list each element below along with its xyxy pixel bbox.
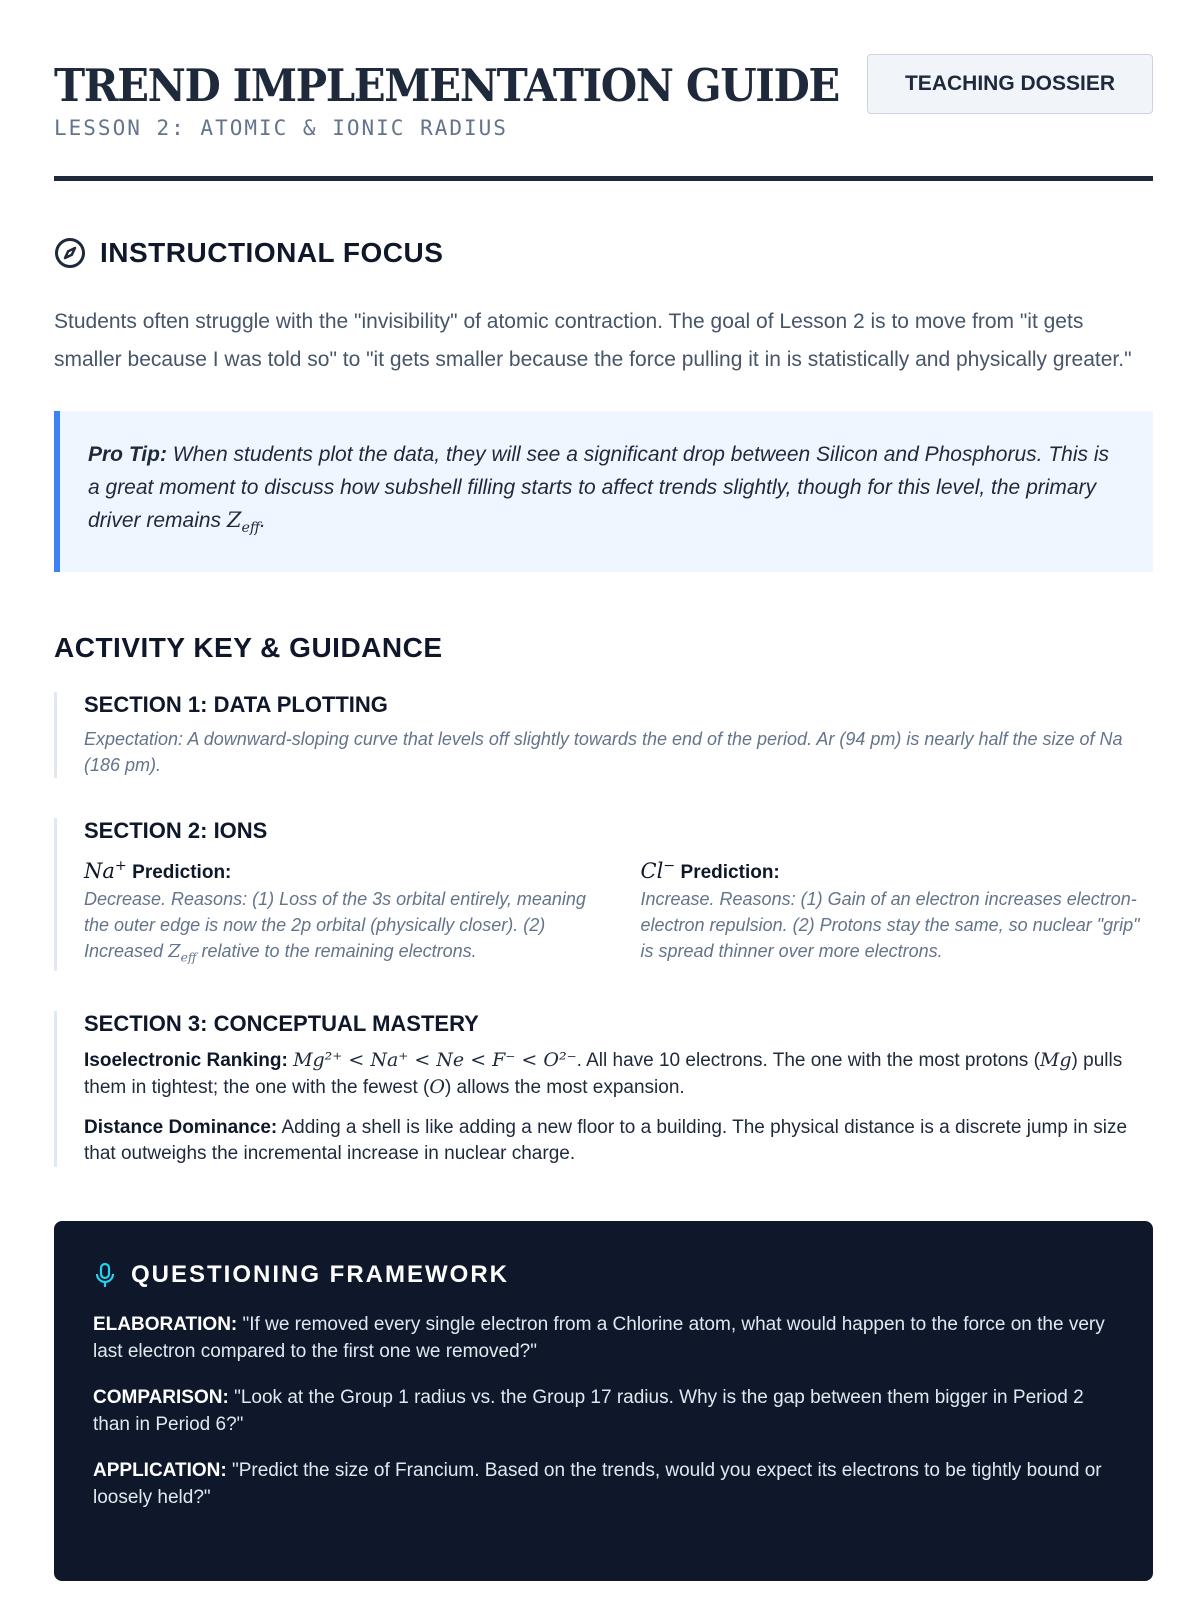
section-ions [54,818,1153,971]
lesson-subtitle: LESSON 2: ATOMIC & IONIC RADIUS [54,116,508,140]
distance-dominance: Distance Dominance: Adding a shell is like adding a new floor to a building. The physical distance is a discrete jump in size that outweighs the incremental increase in nuclear charge. [84,1116,1128,1164]
na-prediction-label: Prediction: [132,862,232,884]
isoelectronic-ranking: Isoelectronic Ranking: Mg²⁺ < Na⁺ < Ne < F⁻ < O²⁻. All have 10 electrons. The one with the most protons (Mg) pulls them in tightest; the one with the fewest (O) allows the most expansion. [84,1048,1123,1098]
questioning-heading-row [93,1261,1113,1289]
question-item [93,1457,1113,1511]
question-text: "Predict the size of Francium. Based on the trends, would you expect its electrons to be tightly bound or loosely held?" [93,1459,1102,1508]
question-item [93,1311,1113,1365]
microphone-icon [93,1262,117,1288]
zeff-symbol: $Z_{eff}$ [226,508,261,537]
zeff-symbol: $Z_{eff}$ [168,941,197,965]
pro-tip-callout: Pro Tip: When students plot the data, they will see a significant drop between Silicon and Phosphorus. This is a great moment to discuss how subshell filling starts to affect trends slightly, though for this level, the primary driver remains $Z_{eff}$. [54,411,1153,572]
section-3-title: SECTION 3: CONCEPTUAL MASTERY [84,1010,479,1036]
question-text: "Look at the Group 1 radius vs. the Group 17 radius. Why is the gap between them bigger in Period 2 than in Period 6?" [93,1386,1084,1435]
cl-prediction-label: Prediction: [680,862,780,884]
cl-ion-symbol: Cl− [640,858,676,884]
focus-heading-row [54,237,1153,269]
ion-predictions [84,858,1153,971]
cl-prediction-text: Increase. Reasons: (1) Gain of an electron increases electron-electron repulsion. (2) Protons stay the same, so nuclear "grip" is spread thinner over more electrons. [640,889,1140,962]
question-label: ELABORATION: [93,1313,238,1335]
page-title: TREND IMPLEMENTATION GUIDE [54,59,839,112]
teaching-dossier-badge: TEACHING DOSSIER [867,54,1153,114]
instructional-focus [54,237,1153,572]
na-prediction-text: Decrease. Reasons: (1) Loss of the 3s orbital entirely, meaning the outer edge is now the 2p orbital (physically closer). (2) Increased $Z_{eff}$ relative to the remaining electrons. [84,889,586,965]
header [54,0,1153,181]
section-data-plotting [54,692,1153,778]
questioning-framework [54,1221,1153,1581]
questioning-heading: QUESTIONING FRAMEWORK [131,1260,509,1288]
focus-heading: INSTRUCTIONAL FOCUS [100,237,444,268]
activity-key [54,632,1153,1167]
na-prediction [84,858,597,971]
section-1-title: SECTION 1: DATA PLOTTING [84,692,388,718]
cl-prediction [641,858,1154,971]
section-conceptual-mastery [54,1011,1153,1167]
activity-heading: ACTIVITY KEY & GUIDANCE [54,632,443,664]
na-ion-symbol: Na+ [84,858,127,884]
section-2-title: SECTION 2: IONS [84,818,268,844]
question-label: APPLICATION: [93,1459,227,1481]
pro-tip-label: Pro Tip: [88,443,167,466]
pro-tip-text: When students plot the data, they will see a significant drop between Silicon and Phosphorus. This is a great moment to discuss how subshell filling starts to affect trends slightly, though for this level, the primary driver remains [88,443,1109,532]
focus-intro: Students often struggle with the "invisibility" of atomic contraction. The goal of Lesson 2 is to move from "it gets smaller because I was told so" to "it gets smaller because the force pulling it in is statistically and physically greater." [54,310,1132,371]
isoelectronic-series: Mg²⁺ < Na⁺ < Ne < F⁻ < O²⁻ [293,1048,577,1071]
question-text: "If we removed every single electron from a Chlorine atom, what would happen to the force on the very last electron compared to the first one we removed?" [93,1313,1105,1362]
compass-icon [54,237,86,269]
question-item [93,1384,1113,1438]
question-label: COMPARISON: [93,1386,229,1408]
section-1-expectation: Expectation: A downward-sloping curve that levels off slightly towards the end of the period. Ar (94 pm) is nearly half the size of Na (186 pm). [84,729,1123,776]
